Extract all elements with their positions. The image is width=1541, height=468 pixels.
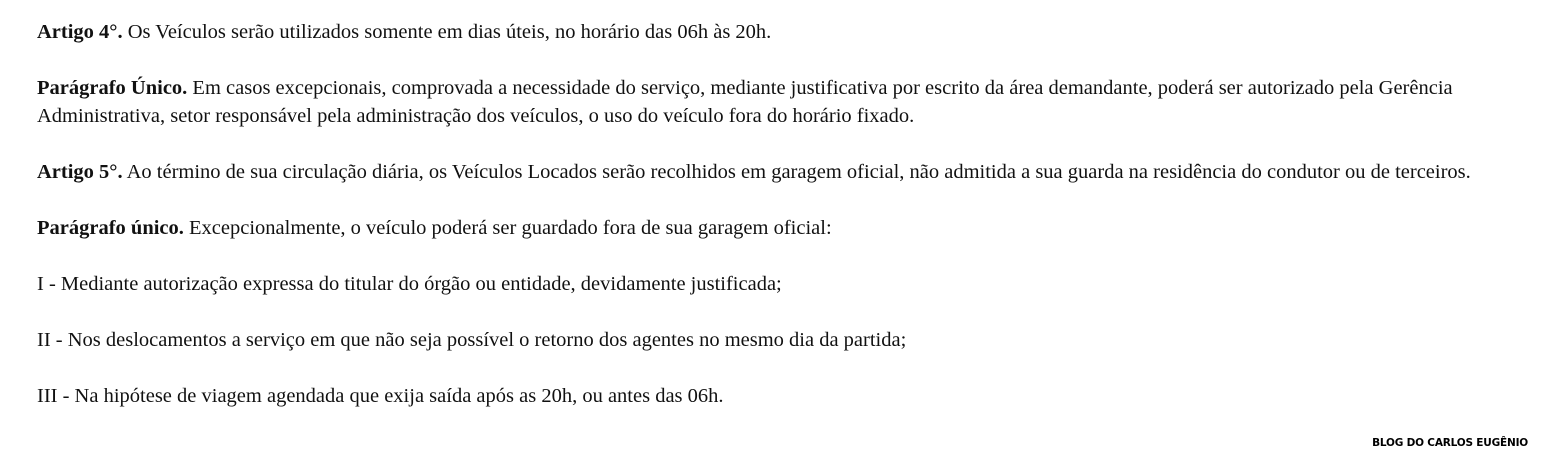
artigo-5-text: Ao término de sua circulação diária, os Veículos Locados serão recolhidos em garagem oficial, não admitida a sua guarda na residência do condutor ou de terceiros.: [122, 161, 1471, 183]
paragrafo-unico-2-paragraph: [37, 214, 1487, 242]
artigo-4-heading: Artigo 4°.: [37, 21, 123, 43]
artigo-4-paragraph: [37, 18, 1487, 46]
artigo-5-heading: Artigo 5°.: [37, 161, 123, 183]
document-body: [37, 18, 1487, 410]
paragrafo-unico-2-text: Excepcionalmente, o veículo poderá ser guardado fora de sua garagem oficial:: [183, 217, 832, 239]
item-ii: II - Nos deslocamentos a serviço em que não seja possível o retorno dos agentes no mesmo dia da partida;: [37, 329, 907, 351]
paragrafo-unico-1-paragraph: [37, 74, 1487, 130]
paragrafo-unico-1-heading: Parágrafo Único.: [37, 77, 188, 99]
artigo-4-text: Os Veículos serão utilizados somente em dias úteis, no horário das 06h às 20h.: [122, 21, 772, 43]
item-i: I - Mediante autorização expressa do titular do órgão ou entidade, devidamente justificada;: [37, 273, 782, 295]
item-iii: III - Na hipótese de viagem agendada que exija saída após as 20h, ou antes das 06h.: [37, 385, 724, 407]
blog-watermark: BLOG DO CARLOS EUGÊNIO: [1372, 437, 1528, 449]
artigo-5-paragraph: [37, 158, 1487, 186]
paragrafo-unico-1-text: Em casos excepcionais, comprovada a necessidade do serviço, mediante justificativa por escrito da área demandante, poderá ser autorizado pela Gerência Administrativa, setor responsável pela administração dos veículos, o uso do veículo fora do horário fixado.: [37, 77, 1453, 127]
paragrafo-unico-2-heading: Parágrafo único.: [37, 217, 184, 239]
